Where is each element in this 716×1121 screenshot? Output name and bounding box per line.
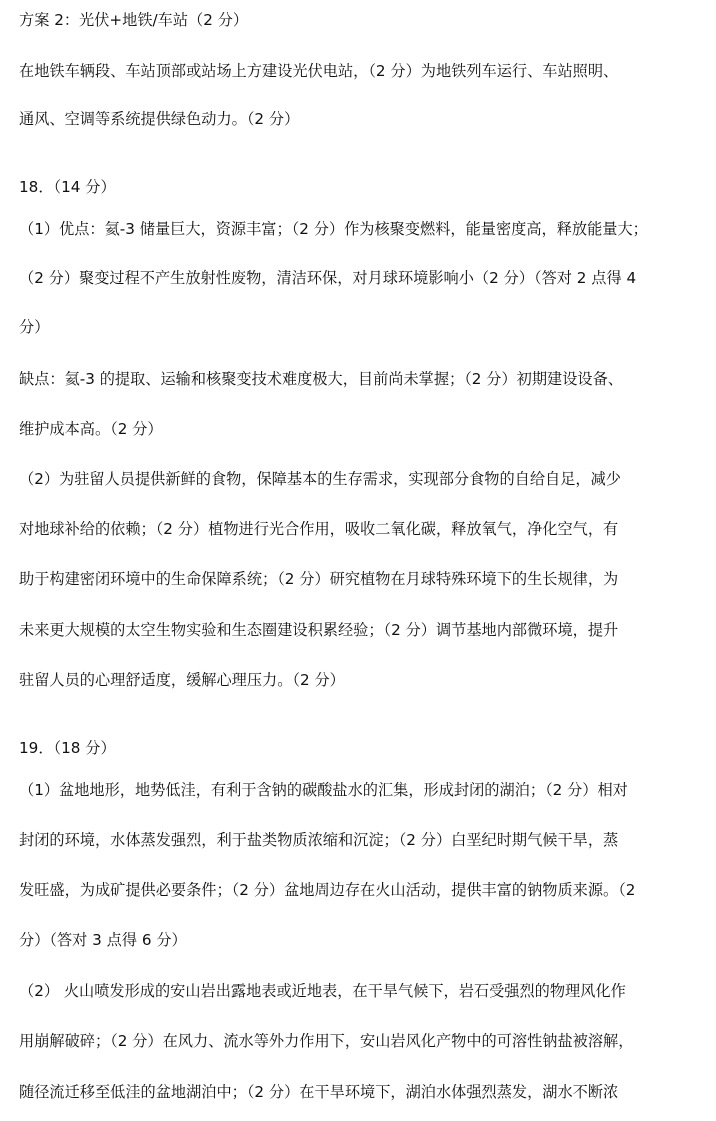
text-line-9: 维护成本高。（2 分）: [19, 420, 163, 438]
text-line-10: （2）为驻留人员提供新鲜的食物，保障基本的生存需求，实现部分食物的自给自足，减少: [19, 470, 621, 488]
text-line-12: 助于构建密闭环境中的生命保障系统；（2 分）研究植物在月球特殊环境下的生长规律，为: [19, 570, 619, 588]
text-line-2: 在地铁车辆段、车站顶部或站场上方建设光伏电站，（2 分）为地铁列车运行、车站照明、: [19, 62, 619, 80]
text-line-13: 未来更大规模的太空生物实验和生态圈建设积累经验；（2 分）调节基地内部微环境，提升: [19, 621, 619, 639]
text-line-19: 分）（答对 3 点得 6 分）: [19, 931, 187, 949]
text-line-5: （1）优点：氦-3 储量巨大，资源丰富；（2 分）作为核聚变燃料，能量密度高，释放能量大；: [19, 220, 648, 238]
question-19-heading: 19．（18 分）: [19, 739, 116, 757]
text-line-22: 随径流迁移至低洼的盆地湖泊中；（2 分）在干旱环境下，湖泊水体强烈蒸发，湖水不断浓: [19, 1083, 619, 1101]
text-line-20: （2） 火山喷发形成的安山岩出露地表或近地表，在干旱气候下，岩石受强烈的物理风化作: [19, 982, 626, 1000]
text-line-7: 分）: [19, 318, 50, 336]
text-line-14: 驻留人员的心理舒适度，缓解心理压力。（2 分）: [19, 671, 345, 689]
text-line-3: 通风、空调等系统提供绿色动力。（2 分）: [19, 110, 300, 128]
text-line-18: 发旺盛，为成矿提供必要条件；（2 分）盆地周边存在火山活动，提供丰富的钠物质来源。（2: [19, 881, 636, 899]
text-line-1: 方案 2：光伏+地铁/车站（2 分）: [19, 11, 249, 29]
question-18-heading: 18．（14 分）: [19, 178, 116, 196]
text-line-17: 封闭的环境，水体蒸发强烈，利于盐类物质浓缩和沉淀；（2 分）白垩纪时期气候干旱，蒸: [19, 831, 619, 849]
text-line-11: 对地球补给的依赖；（2 分）植物进行光合作用，吸收二氧化碳，释放氧气，净化空气，有: [19, 520, 619, 538]
text-line-6: （2 分）聚变过程不产生放射性废物，清洁环保，对月球环境影响小（2 分）（答对 2 点得 4: [19, 269, 637, 287]
text-line-16: （1）盆地地形，地势低洼，有利于含钠的碳酸盐水的汇集，形成封闭的湖泊；（2 分）相对: [19, 781, 628, 799]
text-line-8: 缺点：氦-3 的提取、运输和核聚变技术难度极大，目前尚未掌握；（2 分）初期建设设备、: [19, 370, 623, 388]
text-line-21: 用崩解破碎；（2 分）在风力、流水等外力作用下，安山岩风化产物中的可溶性钠盐被溶解，: [19, 1032, 634, 1050]
